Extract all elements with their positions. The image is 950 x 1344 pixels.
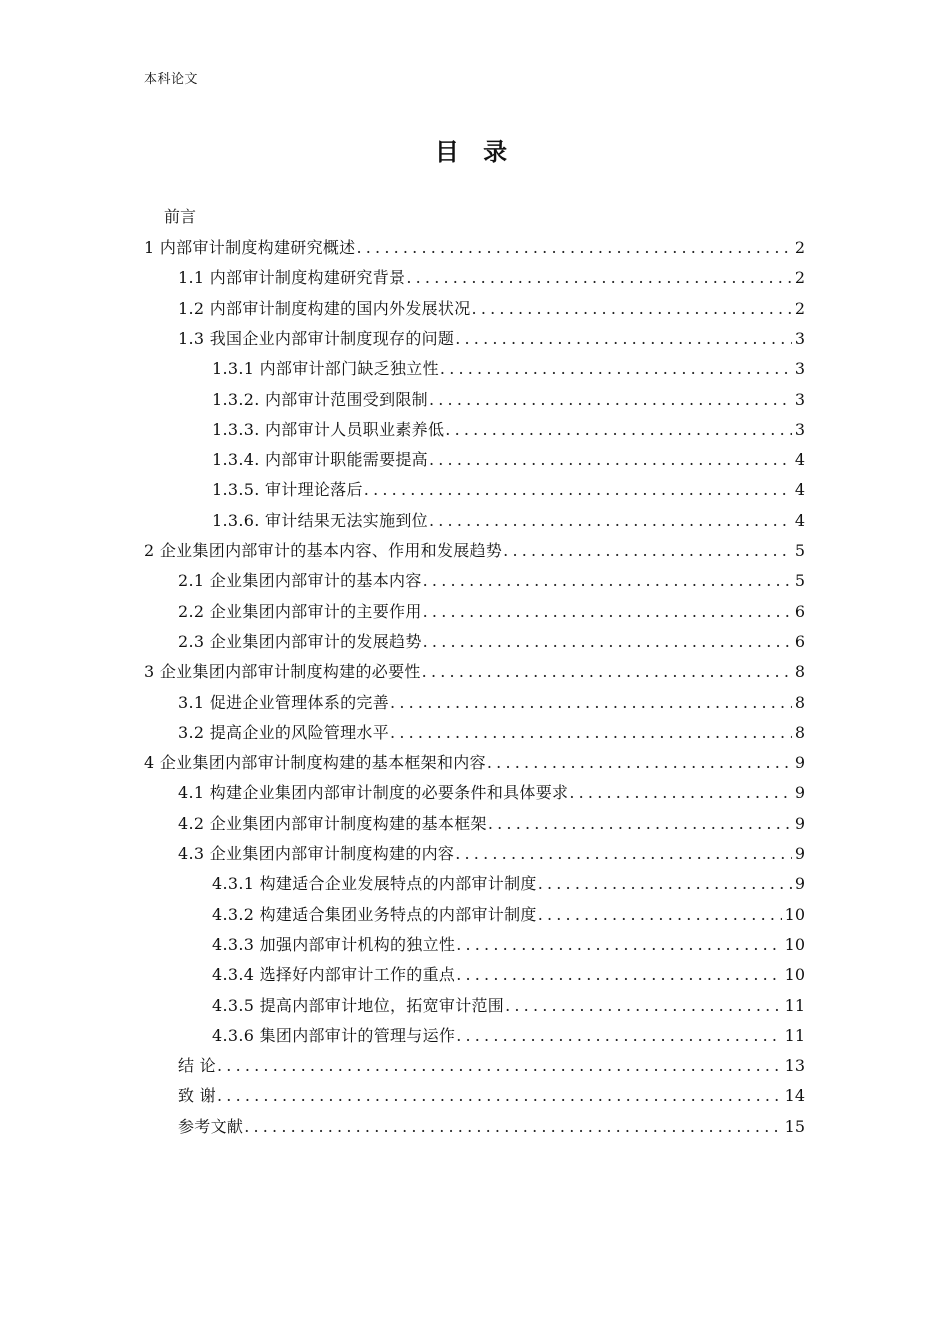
toc-entry-title: 1.3.3. 内部审计人员职业素养低 [212, 419, 445, 439]
toc-page-number: 2 [794, 298, 805, 318]
toc-entry[interactable] [212, 477, 805, 503]
toc-entry-title: 3 企业集团内部审计制度构建的必要性 [144, 662, 421, 682]
toc-entry[interactable] [178, 720, 805, 746]
toc-entry-title: 结 论 [178, 1056, 216, 1076]
toc-page-number: 4 [794, 510, 805, 530]
toc-leader-dots [487, 750, 792, 776]
toc-leader-dots [445, 417, 792, 443]
toc-entry[interactable] [212, 387, 805, 413]
toc-leader-dots [456, 962, 781, 988]
toc-entry-title: 1 内部审计制度构建研究概述 [144, 238, 356, 257]
toc-entry-title: 2.1 企业集团内部审计的基本内容 [178, 571, 422, 591]
toc-page-number: 2 [794, 238, 805, 257]
toc-entry-title: 4.3.6 集团内部审计的管理与运作 [212, 1025, 456, 1045]
toc-entry[interactable] [178, 568, 805, 594]
toc-page-number: 4 [794, 480, 805, 500]
toc-entry-title: 4 企业集团内部审计制度构建的基本框架和内容 [144, 753, 486, 773]
toc-leader-dots [503, 538, 792, 564]
toc-leader-dots [423, 599, 792, 625]
toc-entry-title: 2.3 企业集团内部审计的发展趋势 [178, 631, 422, 651]
toc-entry-title: 4.3.5 提高内部审计地位，拓宽审计范围 [212, 995, 505, 1015]
toc-entry[interactable] [178, 1053, 805, 1079]
toc-page-number: 11 [784, 995, 805, 1015]
toc-page-number: 4 [794, 450, 805, 470]
toc-title: 目 录 [434, 138, 516, 166]
toc-leader-dots [429, 447, 792, 473]
toc-entry[interactable] [212, 447, 805, 473]
toc-entry-title: 4.3.3 加强内部审计机构的独立性 [212, 934, 456, 954]
toc-page-number: 9 [794, 844, 805, 863]
toc-entry-title: 1.3.4. 内部审计职能需要提高 [212, 450, 428, 470]
toc-leader-dots [356, 235, 791, 261]
toc-leader-dots [538, 902, 782, 928]
toc-entry[interactable] [212, 902, 805, 928]
page-header: 本科论文 [144, 72, 199, 87]
toc-entry-title: 3.2 提高企业的风险管理水平 [178, 722, 390, 742]
toc-entry[interactable] [178, 811, 805, 837]
toc-leader-dots [364, 477, 792, 503]
toc-page-number: 3 [794, 389, 805, 409]
toc-page-number: 14 [784, 1086, 805, 1106]
toc-leader-dots [440, 356, 792, 382]
toc-entry[interactable] [178, 296, 805, 322]
toc-page-number: 8 [794, 692, 805, 712]
toc-entry-title: 2.2 企业集团内部审计的主要作用 [178, 601, 422, 621]
toc-page-number: 10 [784, 965, 805, 985]
toc-page-number: 6 [794, 631, 805, 651]
toc-entry[interactable] [212, 417, 805, 443]
toc-page-number: 2 [794, 268, 805, 288]
toc-leader-dots [217, 1053, 782, 1079]
toc-page-number: 9 [794, 753, 805, 773]
toc-entry[interactable] [178, 629, 805, 655]
toc-leader-dots [217, 1083, 782, 1109]
toc-leader-dots [455, 326, 792, 352]
toc-leader-dots [456, 932, 781, 958]
toc-page-number: 11 [784, 1025, 805, 1045]
toc-page-number: 5 [794, 571, 805, 591]
toc-leader-dots [406, 265, 791, 291]
toc-leader-dots [423, 568, 792, 594]
toc-entry[interactable] [212, 871, 805, 897]
toc-leader-dots [429, 387, 792, 413]
toc-entry-title: 致 谢 [178, 1086, 216, 1106]
toc-entry-title: 1.3 我国企业内部审计制度现存的问题 [178, 328, 455, 348]
toc-entry[interactable] [178, 690, 805, 716]
toc-page-number: 3 [794, 328, 805, 348]
toc-preface: 前言 [164, 207, 197, 226]
toc-leader-dots [422, 659, 792, 685]
toc-entry[interactable] [178, 780, 805, 806]
toc-leader-dots [569, 780, 791, 806]
toc-entry[interactable] [144, 659, 805, 685]
toc-entry-title: 1.1 内部审计制度构建研究背景 [178, 268, 406, 288]
toc-entry[interactable] [178, 1083, 805, 1109]
toc-leader-dots [390, 690, 792, 716]
toc-entry[interactable] [144, 538, 805, 564]
toc-entry-title: 2 企业集团内部审计的基本内容、作用和发展趋势 [144, 541, 503, 560]
toc-leader-dots [390, 720, 792, 746]
toc-leader-dots [423, 629, 792, 655]
toc-entry[interactable] [178, 841, 805, 867]
toc-page-number: 10 [784, 934, 805, 954]
toc-page-number: 13 [784, 1056, 805, 1076]
toc-leader-dots [455, 841, 792, 867]
toc-page-number: 9 [794, 874, 805, 894]
toc-entry-title: 4.3 企业集团内部审计制度构建的内容 [178, 844, 455, 863]
toc-entry[interactable] [212, 356, 805, 382]
toc-entry-title: 4.2 企业集团内部审计制度构建的基本框架 [178, 813, 487, 833]
toc-entry-title: 1.2 内部审计制度构建的国内外发展状况 [178, 298, 471, 318]
toc-entry[interactable] [212, 1023, 805, 1049]
toc-page-number: 9 [794, 813, 805, 833]
toc-entry-title: 4.3.1 构建适合企业发展特点的内部审计制度 [212, 874, 537, 894]
toc-entry[interactable] [212, 932, 805, 958]
toc-leader-dots [488, 811, 792, 837]
toc-page-number: 3 [794, 359, 805, 379]
toc-page-number: 5 [794, 541, 805, 560]
toc-page-number: 8 [794, 722, 805, 742]
toc-entry-title: 1.3.2. 内部审计范围受到限制 [212, 389, 428, 409]
toc-leader-dots [472, 296, 792, 322]
toc-entry[interactable] [178, 265, 805, 291]
toc-entry-title: 4.1 构建企业集团内部审计制度的必要条件和具体要求 [178, 783, 569, 803]
toc-entry[interactable] [178, 599, 805, 625]
toc-page-number: 8 [794, 662, 805, 682]
toc-entry-title: 1.3.6. 审计结果无法实施到位 [212, 510, 428, 530]
toc-entry-title: 1.3.5. 审计理论落后 [212, 480, 363, 500]
toc-leader-dots [429, 508, 792, 534]
toc-page-number: 6 [794, 601, 805, 621]
toc-page-number: 9 [794, 783, 805, 803]
toc-leader-dots [244, 1114, 781, 1140]
toc-page-number: 3 [794, 419, 805, 439]
toc-entry[interactable] [212, 962, 805, 988]
toc-entry[interactable] [144, 235, 805, 261]
toc-entry-title: 参考文献 [178, 1116, 244, 1136]
toc-leader-dots [538, 871, 792, 897]
toc-entry-title: 1.3.1 内部审计部门缺乏独立性 [212, 359, 439, 379]
toc-entry[interactable] [212, 508, 805, 534]
toc-leader-dots [456, 1023, 781, 1049]
toc-entry[interactable] [144, 750, 805, 776]
toc-page-number: 15 [784, 1116, 805, 1136]
toc-entry-title: 4.3.4 选择好内部审计工作的重点 [212, 965, 456, 985]
toc-entry[interactable] [178, 1114, 805, 1140]
toc-leader-dots [505, 993, 782, 1019]
toc-entry-title: 4.3.2 构建适合集团业务特点的内部审计制度 [212, 904, 537, 924]
toc-entry[interactable] [178, 326, 805, 352]
toc-entry[interactable] [212, 993, 805, 1019]
toc-entry-title: 3.1 促进企业管理体系的完善 [178, 692, 390, 712]
toc-page-number: 10 [784, 904, 805, 924]
